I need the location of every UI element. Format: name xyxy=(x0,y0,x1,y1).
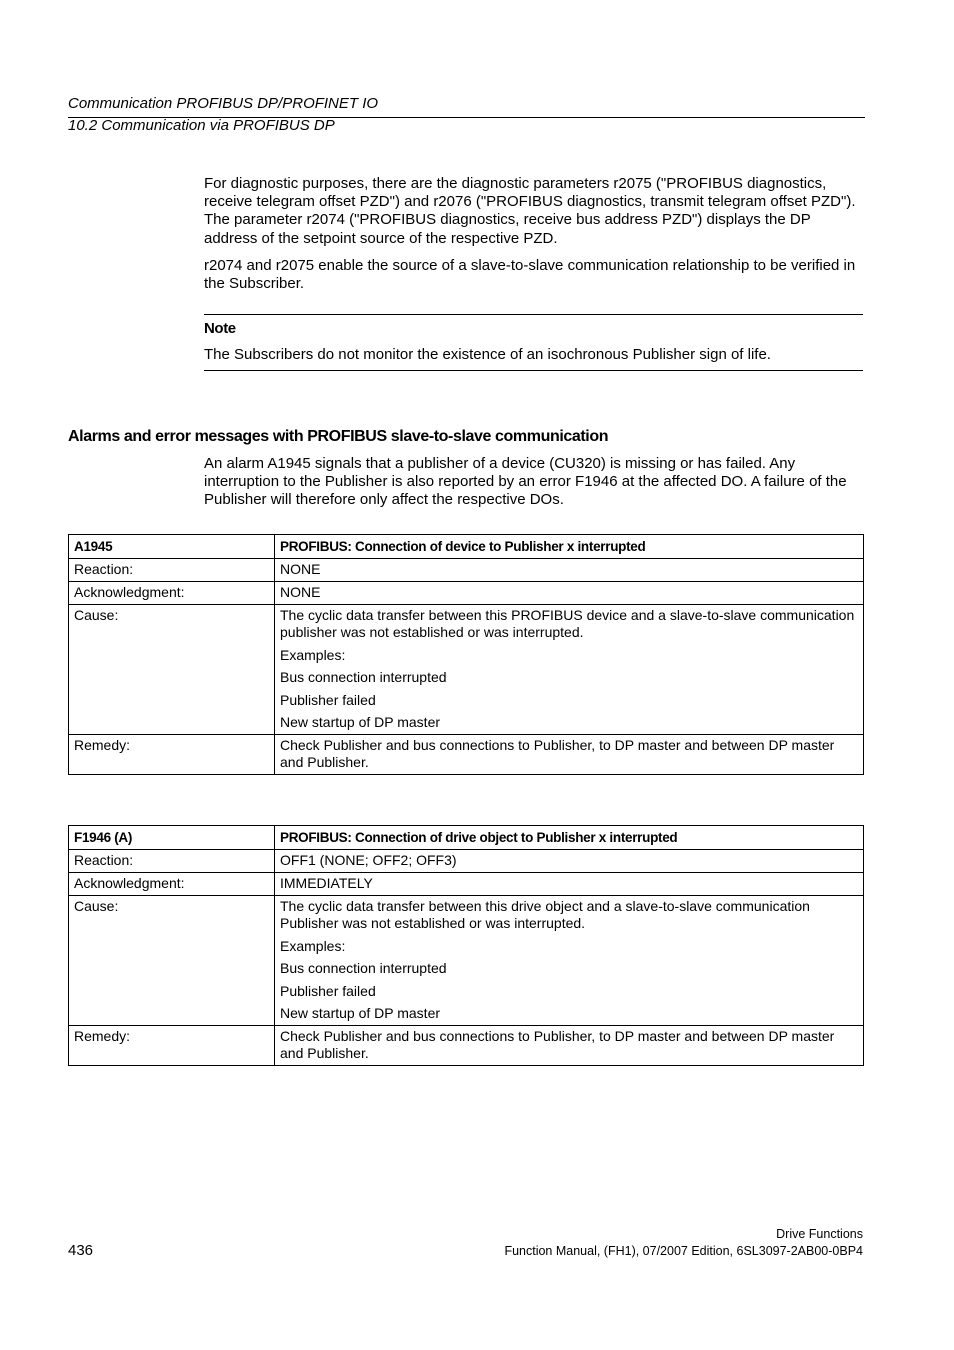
example-item: Bus connection interrupted xyxy=(280,960,447,976)
table-row-remedy xyxy=(69,734,864,774)
cause-label: Cause: xyxy=(69,604,275,734)
table-row-remedy xyxy=(69,1025,864,1065)
example-item: Publisher failed xyxy=(280,982,376,999)
cause-cell xyxy=(275,895,864,1025)
table-row-cause xyxy=(69,895,864,1025)
table-header-row xyxy=(69,826,864,850)
cause-cell xyxy=(275,604,864,734)
cause-text: The cyclic data transfer between this drive object and a slave-to-slave communication Publisher was not established or was interrupted. xyxy=(280,897,810,931)
note-text: The Subscribers do not monitor the existence of an isochronous Publisher sign of life. xyxy=(204,346,771,363)
remedy-value: Check Publisher and bus connections to Publisher, to DP master and between DP master and Publisher. xyxy=(275,1025,864,1065)
page-number: 436 xyxy=(68,1242,94,1259)
example-item: New startup of DP master xyxy=(280,1005,441,1021)
ack-label: Acknowledgment: xyxy=(69,581,275,604)
footer-book-title: Drive Functions xyxy=(776,1227,863,1241)
intro-paragraph-1: For diagnostic purposes, there are the diagnostic parameters r2075 ("PROFIBUS diagnostics, receive telegram offset PZD") and r2076 ("PROFIBUS diagnostics, transmit telegram offset PZD"). The parameter r2074 ("PROFIBUS diagnostics, receive bus address PZD") displays the DP address of the setpoint source of the respective PZD. xyxy=(204,175,856,247)
note-bottom-rule xyxy=(204,370,863,371)
reaction-value: NONE xyxy=(275,558,864,581)
alarm-code: F1946 (A) xyxy=(69,826,275,850)
example-item: New startup of DP master xyxy=(280,714,441,730)
example-item: Publisher failed xyxy=(280,691,376,708)
table-row-reaction xyxy=(69,849,864,872)
cause-label: Cause: xyxy=(69,895,275,1025)
reaction-label: Reaction: xyxy=(69,558,275,581)
alarm-title: PROFIBUS: Connection of device to Publisher x interrupted xyxy=(275,535,864,559)
table-row-cause xyxy=(69,604,864,734)
ack-value: IMMEDIATELY xyxy=(275,872,864,895)
examples-label: Examples: xyxy=(280,646,346,663)
footer-manual: Function Manual, (FH1), 07/2007 Edition, 6SL3097-2AB00-0BP4 xyxy=(504,1244,863,1258)
section-paragraph: An alarm A1945 signals that a publisher of a device (CU320) is missing or has failed. Any interruption to the Publisher is also reported by an error F1946 at the affected DO. A failure of the Publisher will therefore only affect the respective DOs. xyxy=(204,455,847,509)
reaction-label: Reaction: xyxy=(69,849,275,872)
ack-label: Acknowledgment: xyxy=(69,872,275,895)
cause-text: The cyclic data transfer between this PROFIBUS device and a slave-to-slave communication publisher was not established or was interrupted. xyxy=(280,606,855,640)
remedy-label: Remedy: xyxy=(69,734,275,774)
alarm-code: A1945 xyxy=(69,535,275,559)
remedy-label: Remedy: xyxy=(69,1025,275,1065)
example-item: Bus connection interrupted xyxy=(280,669,447,685)
reaction-value: OFF1 (NONE; OFF2; OFF3) xyxy=(275,849,864,872)
alarm-table-f1946 xyxy=(68,825,864,1066)
alarm-title: PROFIBUS: Connection of drive object to Publisher x interrupted xyxy=(275,826,864,850)
examples-label: Examples: xyxy=(280,937,346,954)
header-section: 10.2 Communication via PROFIBUS DP xyxy=(68,117,335,134)
alarm-table-a1945 xyxy=(68,534,864,775)
note-title: Note xyxy=(204,320,236,337)
intro-paragraph-2: r2074 and r2075 enable the source of a slave-to-slave communication relationship to be verified in the Subscriber. xyxy=(204,257,856,293)
table-row-acknowledgment xyxy=(69,581,864,604)
table-header-row xyxy=(69,535,864,559)
note-top-rule xyxy=(204,314,863,315)
table-row-reaction xyxy=(69,558,864,581)
section-heading: Alarms and error messages with PROFIBUS slave-to-slave communication xyxy=(68,428,609,445)
table-row-acknowledgment xyxy=(69,872,864,895)
remedy-value: Check Publisher and bus connections to Publisher, to DP master and between DP master and Publisher. xyxy=(275,734,864,774)
ack-value: NONE xyxy=(275,581,864,604)
header-chapter: Communication PROFIBUS DP/PROFINET IO xyxy=(68,95,379,112)
